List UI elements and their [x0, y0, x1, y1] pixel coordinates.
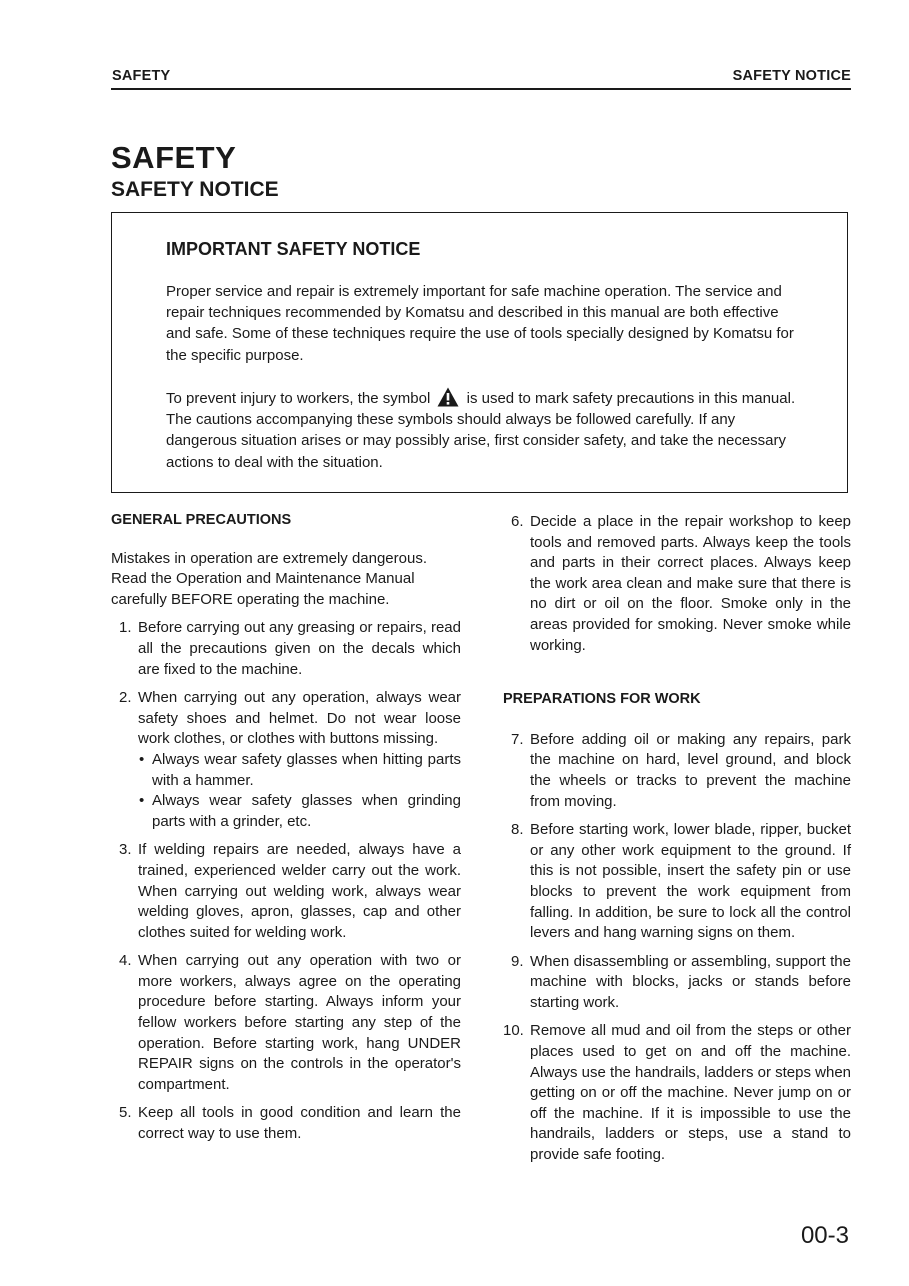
item-text: Remove all mud and oil from the steps or other places used to get on and off the machine. Always use the handrails, ladders or steps when getting on or off the machine. Never jump on or off the machine. If it is impossible to use the handrails, ladders or steps, use a stand to provide safe footing. — [530, 1022, 852, 1164]
header-rule — [111, 88, 851, 90]
item-text: Keep all tools in good condition and learn the correct way to use them. — [138, 1104, 461, 1143]
item-text: Before starting work, lower blade, ripper, bucket or any other work equipment to the ground. If this is not possible, insert the safety pin or use blocks to prevent the work equipment from falling. In addition, be sure to lock all the control levers and hang warning signs on them. — [530, 821, 851, 942]
notice-heading: IMPORTANT SAFETY NOTICE — [166, 239, 421, 259]
item-text: Before adding oil or making any repairs, park the machine on hard, level ground, and block the wheels or tracks to prevent the machine from moving. — [530, 730, 851, 810]
item-number: 9. — [511, 952, 524, 970]
item-text: When disassembling or assembling, support the machine with blocks, jacks or stands before starting work. — [530, 952, 851, 1011]
list-item — [111, 951, 461, 1095]
item-text: Before carrying out any greasing or repairs, read all the precautions given on the decals which are fixed to the machine. — [138, 619, 461, 678]
general-precautions-heading: GENERAL PRECAUTIONS — [111, 512, 292, 528]
item-number: 7. — [511, 730, 524, 748]
item-number: 2. — [119, 689, 132, 707]
list-item — [503, 820, 851, 944]
header-topic-label: SAFETY NOTICE — [732, 68, 851, 84]
general-intro: Mistakes in operation are extremely dangerous. Read the Operation and Maintenance Manual carefully BEFORE operating the machine. — [111, 549, 427, 608]
list-item — [503, 730, 851, 812]
list-item — [503, 1021, 851, 1165]
bullet-list — [138, 750, 461, 832]
list-item — [111, 688, 461, 832]
list-item — [111, 618, 461, 680]
item-number: 1. — [119, 619, 132, 637]
page-subtitle: SAFETY NOTICE — [111, 178, 279, 201]
item-number: 10. — [503, 1022, 524, 1040]
bullet-item: • Always wear safety glasses when grinding parts with a grinder, etc. — [138, 791, 461, 832]
item-number: 5. — [119, 1104, 132, 1122]
item-number: 4. — [119, 952, 132, 970]
list-item — [111, 840, 461, 943]
right-column — [503, 510, 851, 1166]
list-item — [503, 952, 851, 1014]
preparations-heading: PREPARATIONS FOR WORK — [503, 691, 701, 708]
item-number: 6. — [511, 513, 524, 530]
page-number: 00-3 — [800, 1222, 849, 1249]
item-text: When carrying out any operation, always wear safety shoes and helmet. Do not wear loose work clothes, or clothes with buttons missing. — [138, 689, 461, 748]
warning-triangle-icon — [437, 387, 459, 407]
item-text: Decide a place in the repair workshop to keep tools and removed parts. Always keep the tools and parts in their correct places. Always keep the work area clean and make sure that there is no dirt or oil on the floor. Smoke only in the areas provided for smoking. Never smoke while working. — [530, 513, 851, 654]
bullet-item: • Always wear safety glasses when hitting parts with a hammer. — [138, 750, 461, 791]
item-text: When carrying out any operation with two or more workers, always agree on the operating procedure before starting. Always inform your fellow workers before starting any step of the operation. Before starting work, hang UNDER REPAIR signs on the controls in the operator's compartment. — [138, 952, 461, 1093]
item-number: 8. — [511, 821, 524, 839]
item-text: If welding repairs are needed, always have a trained, experienced welder carry out the work. When carrying out welding work, always wear welding gloves, apron, glasses, cap and other clothes suited for welding work. — [138, 841, 461, 941]
notice-paragraph-1: Proper service and repair is extremely important for safe machine operation. The service and repair techniques recommended by Komatsu and described in this manual are both effective and safe. Some of these techniques require the use of tools specially designed by Komatsu for the specific purpose. — [166, 283, 794, 364]
list-item — [111, 1103, 461, 1144]
header-section-label: SAFETY — [112, 68, 171, 84]
left-column — [111, 510, 461, 1145]
item-number: 3. — [119, 841, 132, 859]
notice-paragraph-2-start: To prevent injury to workers, the symbol — [166, 390, 431, 407]
list-item — [503, 512, 851, 656]
important-notice-box — [111, 212, 848, 493]
notice-paragraph-2-end: is used to mark safety precautions in this manual. The cautions accompanying these symbols should always be followed carefully. If any dangerous situation arises or may possibly arise, first consider safety, and take the necessary actions to deal with the situation. — [166, 390, 796, 471]
notice-paragraph-2 — [166, 387, 802, 473]
page-title: SAFETY — [111, 140, 237, 175]
